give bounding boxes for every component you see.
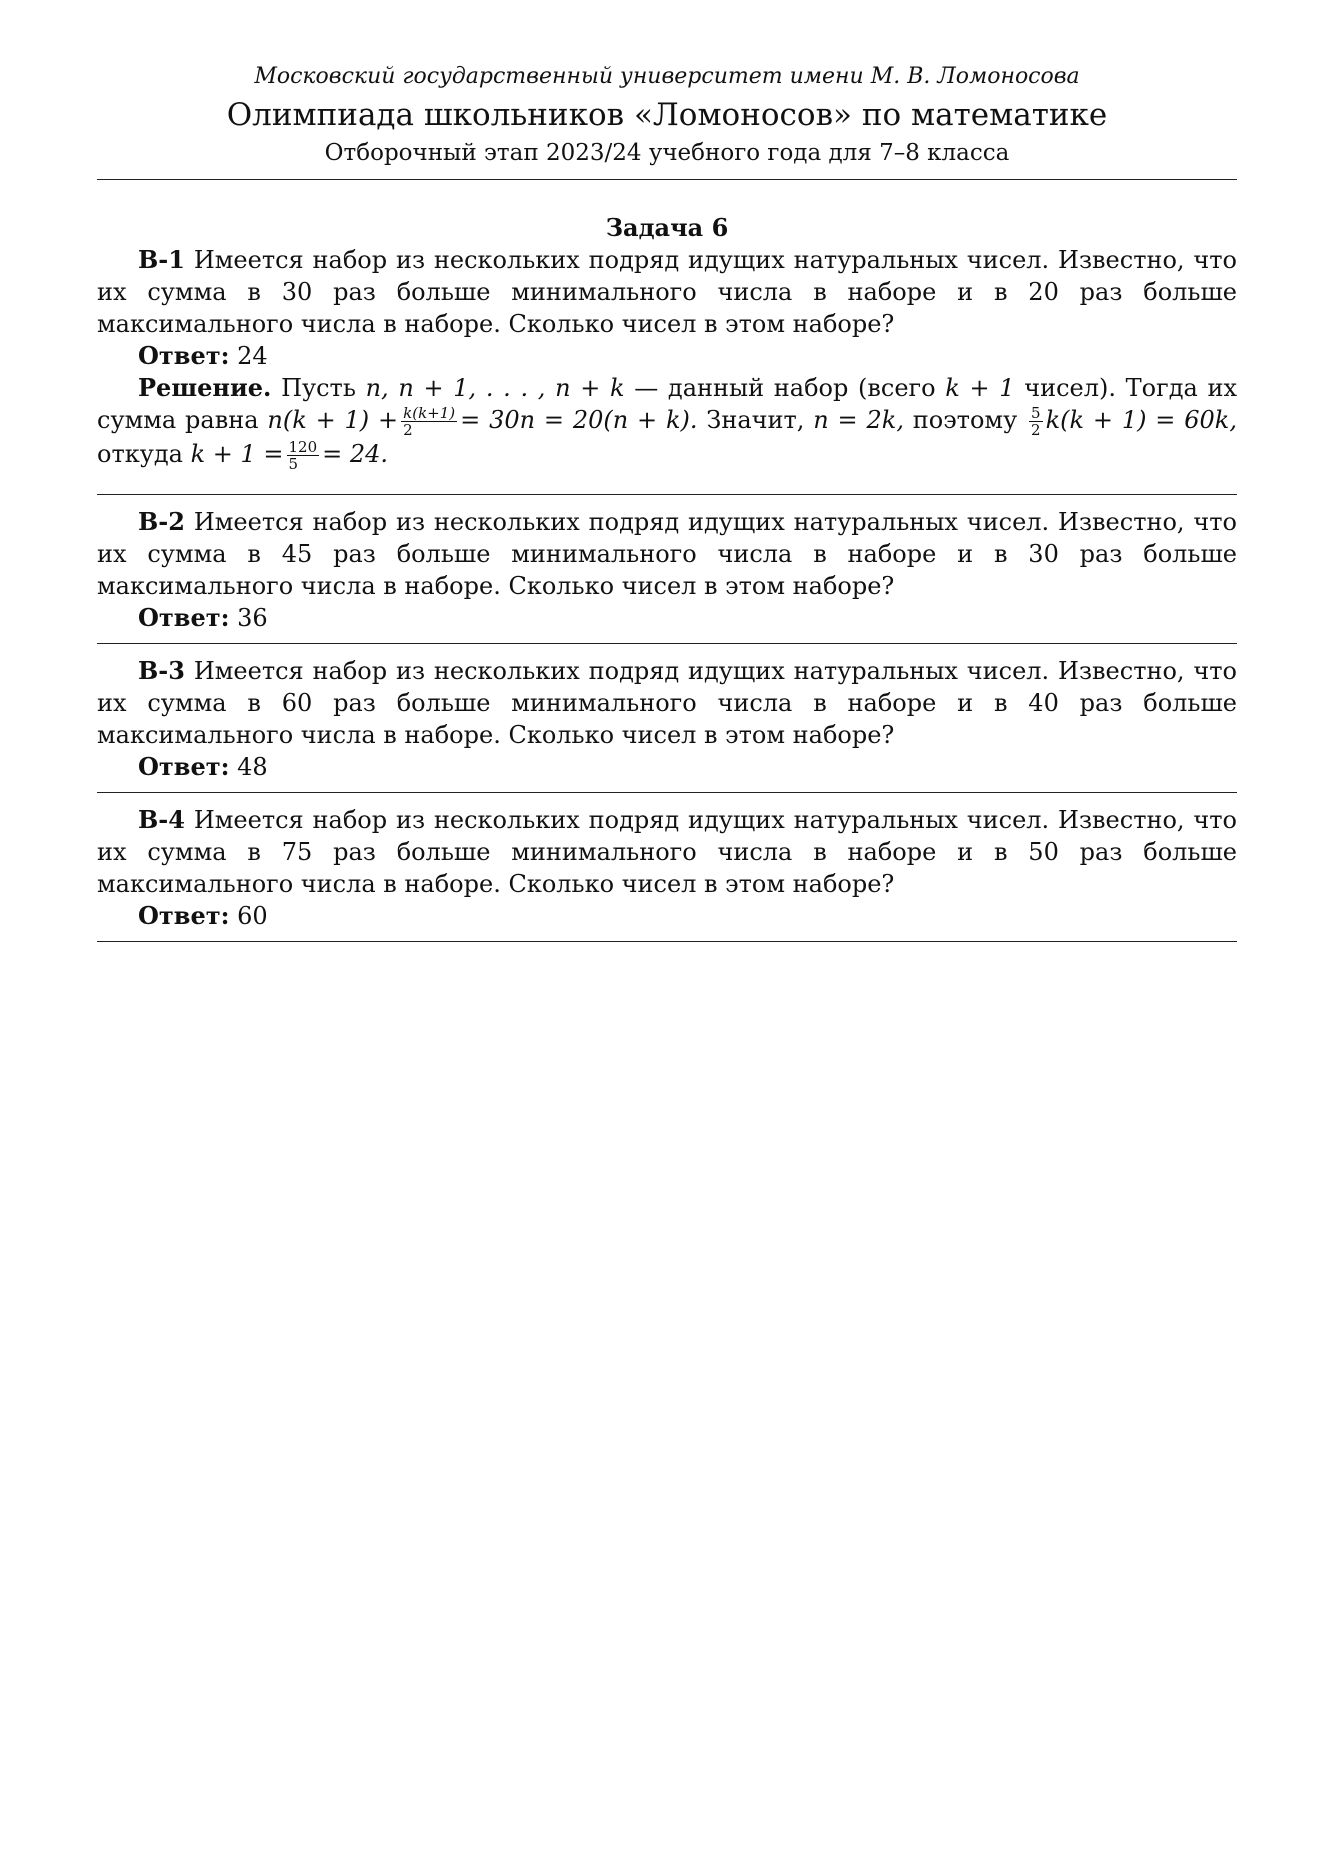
math-equation-3: k(k + 1) = 60k, <box>1045 406 1237 434</box>
math-sequence: n, n + 1, . . . , n + k <box>365 374 625 402</box>
variant-1-problem <box>97 244 1237 340</box>
stage-subtitle: Отборочный этап 2023/24 учебного года для 7–8 класса <box>324 140 1010 166</box>
math-equation-4a: k + 1 = <box>190 440 284 468</box>
variant-2-label: В-2 <box>138 507 185 536</box>
variant-2 <box>97 506 1237 634</box>
variant-2-problem <box>97 506 1237 602</box>
math-equation-1a: n(k + 1) + <box>267 406 399 434</box>
answer-value: 36 <box>237 604 268 632</box>
variant-1-solution: Решение. Пусть n, n + 1, . . . , n + k — данный набор (всего k + 1 чисел). Тогда их сумма равна n(k + 1) + $\frac{k(k+1)}{2}$ = 30n = 20(n + k). Значит, n = 2k, поэтому $\frac{5}{2}$ k(k + 1) = 60k, откуда k + 1 = $\frac{120}{5}$ = 24. <box>97 373 1237 473</box>
page-content <box>97 62 1237 942</box>
task-title: Задача 6 <box>605 213 729 242</box>
answer-label: Ответ: <box>138 603 230 632</box>
variant-divider <box>97 643 1237 644</box>
variant-3 <box>97 655 1237 783</box>
university-name: Московский государственный университет имени М. В. Ломоносова <box>254 64 1080 89</box>
variant-1-answer <box>97 340 1237 372</box>
math-equation-2: n = 2k, <box>813 406 904 434</box>
variant-4-label: В-4 <box>138 805 185 834</box>
answer-value: 48 <box>237 753 268 781</box>
variant-divider <box>97 494 1237 495</box>
answer-label: Ответ: <box>138 901 230 930</box>
math-count: k + 1 <box>945 374 1015 402</box>
math-equation-4b: = 24. <box>322 440 389 468</box>
variant-3-problem <box>97 655 1237 751</box>
variant-4-problem <box>97 804 1237 900</box>
olympiad-title: Олимпиада школьников «Ломоносов» по математике <box>226 97 1108 133</box>
math-equation-1b: = 30n = 20(n + k). <box>460 406 698 434</box>
variant-3-answer <box>97 751 1237 783</box>
variant-divider <box>97 941 1237 942</box>
variant-1-label: В-1 <box>138 245 185 274</box>
variant-4-text: Имеется набор из нескольких подряд идущих натуральных чисел. Известно, что их сумма в 75 раз больше минимального числа в наборе и в 50 раз больше максимального числа в наборе. Сколько чисел в этом наборе? <box>97 806 1237 898</box>
variant-3-text: Имеется набор из нескольких подряд идущих натуральных чисел. Известно, что их сумма в 60 раз больше минимального числа в наборе и в 40 раз больше максимального числа в наборе. Сколько чисел в этом наборе? <box>97 657 1237 749</box>
answer-label: Ответ: <box>138 341 230 370</box>
answer-label: Ответ: <box>138 752 230 781</box>
header-divider <box>97 179 1237 180</box>
variant-4 <box>97 804 1237 932</box>
fraction-k-k-plus-1-over-2: $\frac{k(k+1)}{2}$ <box>403 404 456 439</box>
variant-divider <box>97 792 1237 793</box>
answer-value: 24 <box>237 342 268 370</box>
variant-4-answer <box>97 900 1237 932</box>
variant-2-answer <box>97 602 1237 634</box>
variant-3-label: В-3 <box>138 656 185 685</box>
variant-1 <box>97 244 1237 472</box>
fraction-5-over-2: $\frac{5}{2}$ <box>1031 404 1041 439</box>
answer-value: 60 <box>237 902 268 930</box>
fraction-120-over-5: $\frac{120}{5}$ <box>288 438 318 473</box>
solution-label: Решение. <box>138 373 272 402</box>
variant-1-text: Имеется набор из нескольких подряд идущих натуральных чисел. Известно, что их сумма в 30 раз больше минимального числа в наборе и в 20 раз больше максимального числа в наборе. Сколько чисел в этом наборе? <box>97 246 1237 338</box>
variant-2-text: Имеется набор из нескольких подряд идущих натуральных чисел. Известно, что их сумма в 45 раз больше минимального числа в наборе и в 30 раз больше максимального числа в наборе. Сколько чисел в этом наборе? <box>97 508 1237 600</box>
